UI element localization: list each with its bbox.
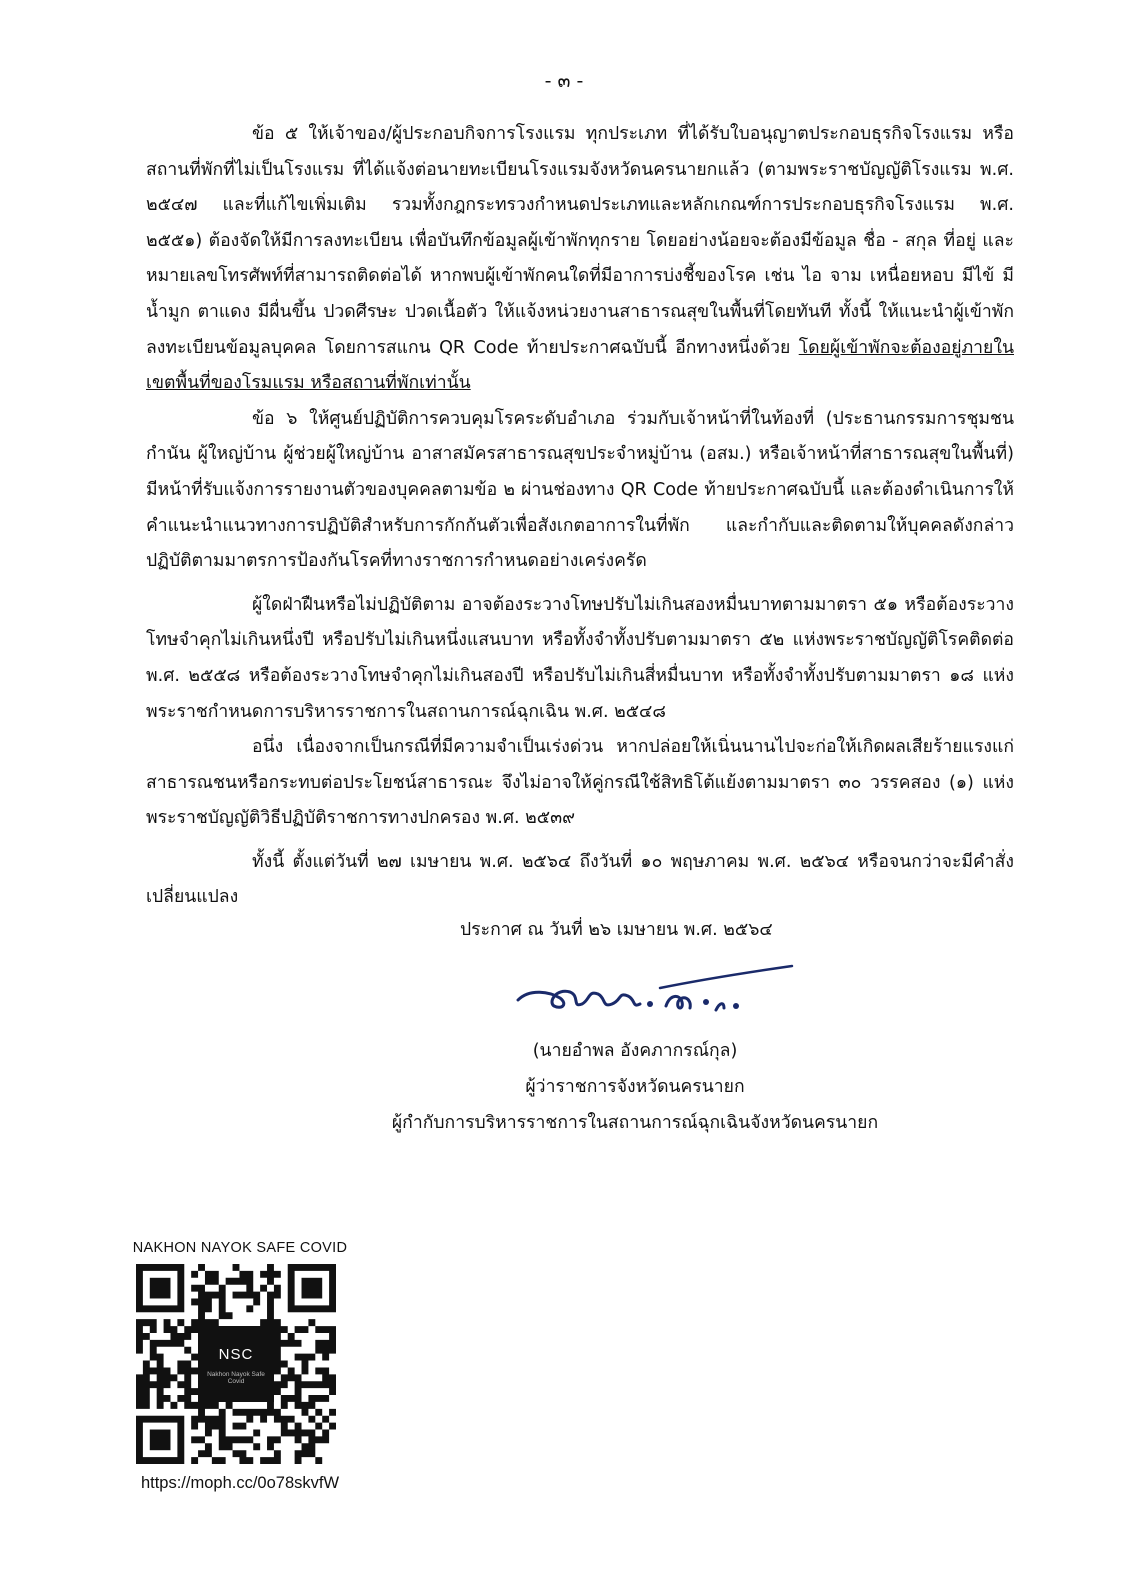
clause-6: ข้อ ๖ ให้ศูนย์ปฏิบัติการควบคุมโรคระดับอำเภอ ร่วมกับเจ้าหน้าที่ในท้องที่ (ประธานกรรมการชุมชน กำนัน ผู้ใหญ่บ้าน ผู้ช่วยผู้ใหญ่บ้าน อาสาสมัครสาธารณสุขประจำหมู่บ้าน (อสม.) หรือเจ้าหน้าที่สาธารณสุขในพื้นที่) มีหน้าที่รับแจ้งการรายงานตัวของบุคคลตามข้อ ๒ ผ่านช่องทาง QR Code ท้ายประกาศฉบับนี้ และต้องดำเนินการให้คำแนะนำแนวทางการปฏิบัติสำหรับการกักกันตัวเพื่อสังเกตอาการในที่พัก และกำกับและติดตามให้บุคคลดังกล่าวปฏิบัติตามมาตรการป้องกันโรคที่ทางราชการกำหนดอย่างเคร่งครัด (146, 408, 1014, 572)
qr-finder-pattern (136, 1264, 184, 1312)
document-body (146, 117, 1014, 916)
clause-5-text: ข้อ ๕ ให้เจ้าของ/ผู้ประกอบกิจการโรงแรม ทุกประเภท ที่ได้รับใบอนุญาตประกอบธุรกิจโรงแรม หรือสถานที่พักที่ไม่เป็นโรงแรม ที่ได้แจ้งต่อนายทะเบียนโรงแรมจังหวัดนครนายกแล้ว (ตามพระราชบัญญัติโรงแรม พ.ศ. ๒๕๔๗ และที่แก้ไขเพิ่มเติม รวมทั้งกฎกระทรวงกำหนดประเภทและหลักเกณฑ์การประกอบธุรกิจโรงแรม พ.ศ. ๒๕๕๑) ต้องจัดให้มีการลงทะเบียน เพื่อบันทึกข้อมูลผู้เข้าพักทุกราย โดยอย่างน้อยจะต้องมีข้อมูล ชื่อ - สกุล ที่อยู่ และหมายเลขโทรศัพท์ที่สามารถติดต่อได้ หากพบผู้เข้าพักคนใดที่มีอาการบ่งชี้ของโรค เช่น ไอ จาม เหนื่อยหอบ มีไข้ มีน้ำมูก ตาแดง มีผื่นขึ้น ปวดศีรษะ ปวดเนื้อตัว ให้แจ้งหน่วยงานสาธารณสุขในพื้นที่โดยทันที ทั้งนี้ ให้แนะนำผู้เข้าพักลงทะเบียนข้อมูลบุคคล โดยการสแกน QR Code ท้ายประกาศฉบับนี้ อีกทางหนึ่งด้วย (146, 124, 1014, 358)
qr-center-sub: Nakhon Nayok Safe Covid (207, 1371, 265, 1385)
page-number: - ๓ - (544, 70, 584, 92)
clause-5-underlined: โดยผู้เข้าพักจะต้องอยู่ภายในเขตพื้นที่ของโรมแรม หรือสถานที่พักเท่านั้น (146, 337, 1014, 394)
qr-url[interactable]: https://moph.cc/0o78skvfW (140, 1474, 340, 1492)
qr-title: NAKHON NAYOK SAFE COVID (132, 1240, 348, 1256)
qr-finder-pattern (136, 1416, 184, 1464)
qr-finder-pattern (288, 1264, 336, 1312)
handwritten-signature (510, 958, 800, 1028)
qr-center-label: NSC (218, 1346, 254, 1363)
signer-position: ผู้ว่าราชการจังหวัดนครนายก (525, 1077, 745, 1097)
signer-block (380, 1033, 890, 1141)
qr-code-block (118, 1240, 362, 1493)
qr-code[interactable] (136, 1264, 336, 1464)
clause-5 (146, 117, 1014, 402)
urgency-paragraph: อนึ่ง เนื่องจากเป็นกรณีที่มีความจำเป็นเร่งด่วน หากปล่อยให้เนิ่นนานไปจะก่อให้เกิดผลเสียร้ายแรงแก่สาธารณชนหรือกระทบต่อประโยชน์สาธารณะ จึงไม่อาจให้คู่กรณีใช้สิทธิโต้แย้งตามมาตรา ๓๐ วรรคสอง (๑) แห่งพระราชบัญญัติวิธีปฏิบัติราชการทางปกครอง พ.ศ. ๒๕๓๙ (146, 737, 1014, 829)
signer-name: (นายอำพล อังคภากรณ์กุล) (532, 1041, 738, 1061)
signer-role: ผู้กำกับการบริหารราชการในสถานการณ์ฉุกเฉินจังหวัดนครนายก (391, 1113, 879, 1133)
qr-center-logo (198, 1326, 274, 1402)
penalty-paragraph: ผู้ใดฝ่าฝืนหรือไม่ปฏิบัติตาม อาจต้องระวางโทษปรับไม่เกินสองหมื่นบาทตามมาตรา ๕๑ หรือต้องระวางโทษจำคุกไม่เกินหนึ่งปี หรือปรับไม่เกินหนึ่งแสนบาท หรือทั้งจำทั้งปรับตามมาตรา ๕๒ แห่งพระราชบัญญัติโรคติดต่อ พ.ศ. ๒๕๕๘ หรือต้องระวางโทษจำคุกไม่เกินสองปี หรือปรับไม่เกินสี่หมื่นบาท หรือทั้งจำทั้งปรับตามมาตรา ๑๘ แห่งพระราชกำหนดการบริหารราชการในสถานการณ์ฉุกเฉิน พ.ศ. ๒๕๔๘ (146, 594, 1014, 722)
effective-period-paragraph: ทั้งนี้ ตั้งแต่วันที่ ๒๗ เมษายน พ.ศ. ๒๕๖๔ ถึงวันที่ ๑๐ พฤษภาคม พ.ศ. ๒๕๖๔ หรือจนกว่าจะมีคำสั่งเปลี่ยนแปลง (146, 851, 1014, 908)
announcement-date: ประกาศ ณ วันที่ ๒๖ เมษายน พ.ศ. ๒๕๖๔ (460, 920, 773, 940)
